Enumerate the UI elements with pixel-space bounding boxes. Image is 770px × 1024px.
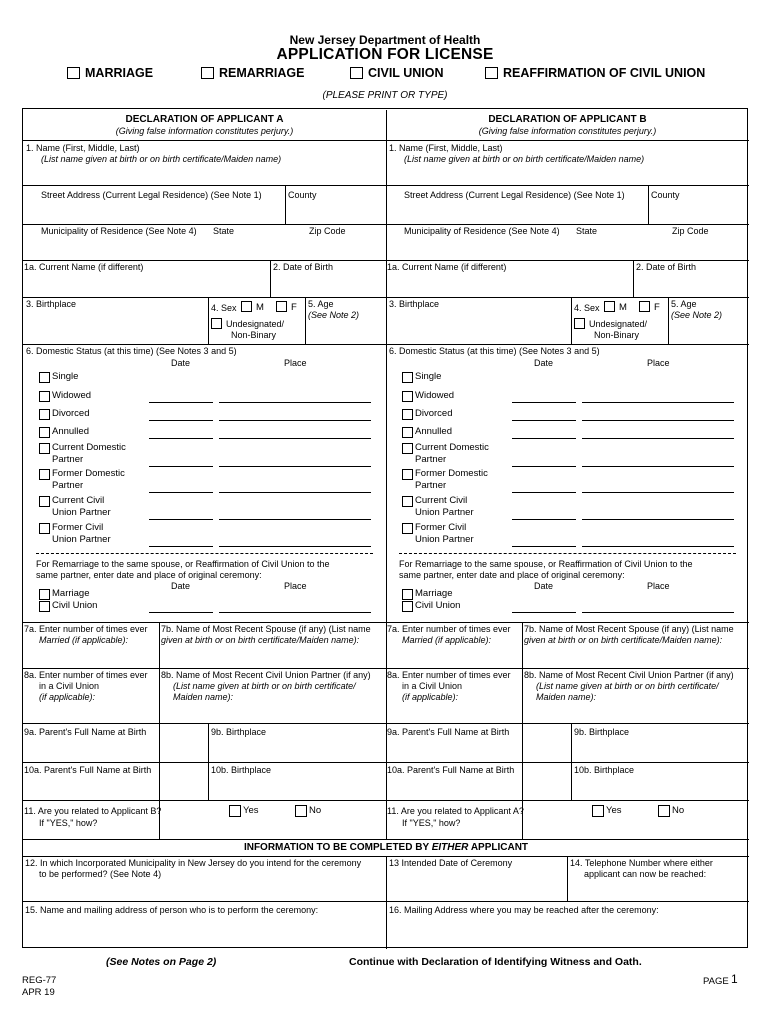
divider-line [386,622,749,623]
applicant-a-street-label: Street Address (Current Legal Residence) (See Note 1) [41,190,262,200]
applicant-b-re-civil-union-checkbox[interactable] [402,601,413,612]
applicant-a-status-label: Annulled [52,426,89,437]
applicant-b-status-label: Single [415,371,442,382]
applicant-a-q9b-label: 9b. Birthplace [211,727,267,737]
applicant-b-status-date-field[interactable] [512,402,576,403]
applicant-b-dob-label: 2. Date of Birth [636,262,697,272]
applicant-a-status-date-field[interactable] [149,420,213,421]
applicant-a-status-label-2: Partner [52,454,84,465]
divider-line [567,856,568,901]
divider-line [23,140,386,141]
applicant-b-status-label: Divorced [415,408,453,419]
applicant-a-status-checkbox-0[interactable] [39,372,50,383]
applicant-a-re-marriage-label: Marriage [52,588,90,599]
applicant-a-name-label: 1. Name (First, Middle, Last) [26,143,140,153]
applicant-b-status-place-field[interactable] [582,519,734,520]
applicant-a-place-column: Place [284,358,307,368]
applicant-a-q8b-sub-2: Maiden name): [173,692,234,702]
applicant-a-status-date-field[interactable] [149,438,213,439]
applicant-b-status-checkbox-1[interactable] [402,391,413,402]
applicant-b-status-label: Current Civil [415,495,468,506]
applicant-a-sex-undesignated-label: Undesignated/ [226,319,285,329]
applicant-a-zip-label: Zip Code [309,226,346,236]
applicant-a-q8b-sub: (List name given at birth or on birth certificate/ [173,681,356,691]
applicant-a-related-no-label: No [309,805,322,816]
applicant-b-status-checkbox-4[interactable] [402,443,413,454]
applicant-a-status-label: Current Domestic [52,442,126,453]
divider-line [386,260,749,261]
applicant-b-status-place-field[interactable] [582,438,734,439]
applicant-a-q11-sub: If "YES," how? [39,818,98,828]
applicant-a-status-date-field[interactable] [149,466,213,467]
applicant-a-name-sub: (List name given at birth or on birth certificate/Maiden name) [41,154,282,164]
either-title-part: EITHER [431,842,469,853]
applicant-a-q8a-label: 8a. Enter number of times ever [24,670,148,680]
applicant-b-status-place-field[interactable] [582,402,734,403]
applicant-b-status-place-field[interactable] [582,466,734,467]
applicant-a-domestic-label: 6. Domestic Status (at this time) (See Notes 3 and 5) [26,346,237,356]
applicant-a-status-label: Former Domestic [52,468,125,479]
print-note: (PLEASE PRINT OR TYPE) [322,90,448,101]
applicant-b-re-marriage-label: Marriage [415,588,453,599]
divider-line [23,901,749,902]
applicant-b-sex-f-label: F [654,302,660,313]
applicant-a-status-label: Widowed [52,390,92,401]
applicant-b-sex-undesignated-label: Undesignated/ [589,319,648,329]
applicant-b-q8a-sub: in a Civil Union [402,681,463,691]
applicant-a-sex-m-checkbox[interactable] [241,301,252,312]
applicant-b-current-name-label: 1a. Current Name (if different) [387,262,507,272]
applicant-b-status-date-field[interactable] [512,546,576,547]
applicant-a-sex-f-checkbox[interactable] [276,301,287,312]
applicant-b-sex-m-label: M [619,302,627,313]
applicant-b-sex-label: 4. Sex [574,303,600,313]
divider-line [23,185,386,186]
applicant-a-related-yes-label: Yes [243,805,259,816]
either-title-part: APPLICANT [468,842,529,853]
applicant-b-re-marriage-checkbox[interactable] [402,589,413,600]
q14-label: 14. Telephone Number where either [570,858,713,868]
applicant-b-sex-m-checkbox[interactable] [604,301,615,312]
applicant-b-age-label: 5. Age [671,299,697,309]
applicant-a-related-yes-checkbox[interactable] [229,805,241,817]
applicant-b-status-place-field[interactable] [582,420,734,421]
applicant-b-status-date-field[interactable] [512,420,576,421]
applicant-b-q11-sub: If "YES," how? [402,818,461,828]
applicant-a-status-place-field[interactable] [219,546,371,547]
agency-name: New Jersey Department of Health [289,33,481,47]
type-remarriage[interactable] [201,66,304,80]
divider-line [23,723,386,724]
applicant-b-date-column: Date [534,358,554,368]
applicant-b-re-place-column: Place [647,581,670,591]
applicant-a-status-checkbox-3[interactable] [39,427,50,438]
applicant-a-age-label: 5. Age [308,299,334,309]
applicant-b-q8b-sub: (List name given at birth or on birth certificate/ [536,681,719,691]
q13-label: 13 Intended Date of Ceremony [389,858,513,868]
q12-sub: to be performed? (See Note 4) [39,869,162,879]
applicant-a-status-label-2: Union Partner [52,507,111,518]
applicant-b-status-label: Former Civil [415,522,467,533]
applicant-a-q9a-label: 9a. Parent's Full Name at Birth [24,727,147,737]
applicant-b-related-no-checkbox[interactable] [658,805,670,817]
applicant-b-sex-f-checkbox[interactable] [639,301,650,312]
applicant-a-status-place-field[interactable] [219,402,371,403]
applicant-a-re-civil-union-label: Civil Union [52,600,98,611]
applicant-b-status-place-field[interactable] [582,492,734,493]
applicant-a-q8a-sub-2: (if applicable): [39,692,96,702]
applicant-b-status-label-2: Partner [415,480,447,491]
applicant-b-place-column: Place [647,358,670,368]
applicant-b-status-label-2: Union Partner [415,534,474,545]
applicant-a-re-place-field[interactable] [219,612,371,613]
applicant-a-related-no-checkbox[interactable] [295,805,307,817]
divider-line [23,344,386,345]
divider-line [23,622,386,623]
applicant-b-remarriage-note: For Remarriage to the same spouse, or Reaffirmation of Civil Union to the [399,559,693,569]
applicant-b-status-date-field[interactable] [512,519,576,520]
q12-label: 12. In which Incorporated Municipality in New Jersey do you intend for the ceremony [25,858,362,868]
applicant-a-status-date-field[interactable] [149,519,213,520]
applicant-b-status-checkbox-0[interactable] [402,372,413,383]
applicant-a-q7a-label: 7a. Enter number of times ever [24,624,148,634]
applicant-b-related-yes-checkbox[interactable] [592,805,604,817]
applicant-a-q7a-sub: Married (if applicable): [39,635,129,645]
applicant-a-q11-label: 11. Are you related to Applicant B? [24,806,162,816]
applicant-b-status-checkbox-3[interactable] [402,427,413,438]
applicant-b-status-date-field[interactable] [512,438,576,439]
either-title-part: INFORMATION TO BE COMPLETED BY [243,842,432,853]
divider-line [23,224,386,225]
applicant-b-q8a-sub-2: (if applicable): [402,692,459,702]
applicant-b-related-no-label: No [672,805,685,816]
see-notes-text: (See Notes on Page 2) [106,956,217,968]
applicant-a-remarriage-note-2: same partner, enter date and place of original ceremony: [36,570,262,580]
applicant-b-q10b-label: 10b. Birthplace [574,765,635,775]
page-number: 1 [731,972,738,986]
applicant-a-status-checkbox-6[interactable] [39,496,50,507]
applicant-b-status-checkbox-6[interactable] [402,496,413,507]
applicant-a-status-label: Single [52,371,79,382]
applicant-a-re-place-column: Place [284,581,307,591]
applicant-b-status-label: Current Domestic [415,442,489,453]
form-title: APPLICATION FOR LICENSE [276,46,494,63]
applicant-a-q8a-sub: in a Civil Union [39,681,100,691]
type-marriage-label: MARRIAGE [85,66,154,80]
applicant-a-sex-m-label: M [256,302,264,313]
applicant-a-status-place-field[interactable] [219,519,371,520]
applicant-b-q8a-label: 8a. Enter number of times ever [387,670,511,680]
divider-line [305,297,306,344]
divider-line [23,800,386,801]
dashed-divider [399,553,736,554]
applicant-a-birthplace-label: 3. Birthplace [26,299,77,309]
type-reaffirmation[interactable] [485,66,705,80]
q14-sub: applicant can now be reached: [584,869,707,879]
applicant-b-zip-label: Zip Code [672,226,709,236]
applicant-a-re-civil-union-checkbox[interactable] [39,601,50,612]
applicant-a-status-checkbox-2[interactable] [39,409,50,420]
applicant-b-sex-nonbinary-label: Non-Binary [594,330,640,340]
type-civil-union[interactable] [350,66,443,80]
applicant-a-status-label: Former Civil [52,522,104,533]
divider-line [648,185,649,224]
applicant-a-municipality-label: Municipality of Residence (See Note 4) [41,226,197,236]
applicant-b-q9a-label: 9a. Parent's Full Name at Birth [387,727,510,737]
divider-line [386,800,749,801]
applicant-b-q7b-label: 7b. Name of Most Recent Spouse (if any) (List name [524,624,734,634]
applicant-b-q8b-sub-2: Maiden name): [536,692,597,702]
license-type-options [67,66,727,82]
applicant-a-status-place-field[interactable] [219,420,371,421]
applicant-b-status-date-field[interactable] [512,492,576,493]
divider-line [386,185,749,186]
applicant-b-title: DECLARATION OF APPLICANT B [488,114,647,125]
applicant-a-status-date-field[interactable] [149,402,213,403]
applicant-b-municipality-label: Municipality of Residence (See Note 4) [404,226,560,236]
applicant-b-q10a-label: 10a. Parent's Full Name at Birth [387,765,515,775]
applicant-a-status-place-field[interactable] [219,438,371,439]
applicant-b-q8b-label: 8b. Name of Most Recent Civil Union Partner (if any) [524,670,734,680]
divider-line [386,297,749,298]
applicant-b-status-label: Annulled [415,426,452,437]
applicant-a-sex-label: 4. Sex [211,303,237,313]
applicant-b-re-civil-union-label: Civil Union [415,600,461,611]
applicant-a-status-place-field[interactable] [219,492,371,493]
divider-line [386,224,749,225]
applicant-b-street-label: Street Address (Current Legal Residence) (See Note 1) [404,190,625,200]
lower-center-divider [386,856,387,949]
applicant-a-date-column: Date [171,358,191,368]
applicant-b-domestic-label: 6. Domestic Status (at this time) (See Notes 3 and 5) [389,346,600,356]
divider-line [571,297,572,344]
divider-line [23,260,386,261]
applicant-a-status-checkbox-5[interactable] [39,469,50,480]
applicant-b-status-label: Former Domestic [415,468,488,479]
applicant-b-q9b-label: 9b. Birthplace [574,727,630,737]
reaffirmation-checkbox[interactable] [485,67,498,79]
divider-line [386,762,749,763]
type-remarriage-label: REMARRIAGE [219,66,305,80]
q15-label: 15. Name and mailing address of person who is to perform the ceremony: [25,905,319,915]
applicant-b-remarriage-note-2: same partner, enter date and place of original ceremony: [399,570,625,580]
divider-line [386,344,749,345]
applicant-b-subtitle: (Giving false information constitutes perjury.) [478,126,657,136]
applicant-a-status-label-2: Partner [52,480,84,491]
form-frame [22,108,748,948]
applicant-b-status-place-field[interactable] [582,546,734,547]
applicant-a-q7b-label: 7b. Name of Most Recent Spouse (if any) (List name [161,624,371,634]
applicant-b-q11-label: 11. Are you related to Applicant A? [387,806,524,816]
applicant-a-age-note: (See Note 2) [308,310,360,320]
form-id: REG-77 [22,975,57,986]
applicant-a-dob-label: 2. Date of Birth [273,262,334,272]
divider-line [633,260,634,297]
divider-line [208,297,209,344]
form-date: APR 19 [22,987,55,998]
divider-line [23,297,386,298]
divider-line [23,668,386,669]
applicant-a-current-name-label: 1a. Current Name (if different) [24,262,144,272]
civil-union-checkbox[interactable] [350,67,363,79]
applicant-a-status-checkbox-7[interactable] [39,523,50,534]
applicant-a-remarriage-note: For Remarriage to the same spouse, or Reaffirmation of Civil Union to the [36,559,330,569]
applicant-b-re-place-field[interactable] [582,612,734,613]
applicant-a-county-label: County [288,190,317,200]
applicant-b-q7b-sub: given at birth or on birth certificate/Maiden name): [524,635,723,645]
applicant-b-state-label: State [576,226,598,236]
divider-line [23,839,749,840]
applicant-a-title: DECLARATION OF APPLICANT A [125,114,284,125]
type-civil-union-label: CIVIL UNION [368,66,444,80]
applicant-b-name-label: 1. Name (First, Middle, Last) [389,143,503,153]
applicant-b-status-checkbox-5[interactable] [402,469,413,480]
applicant-a-status-checkbox-1[interactable] [39,391,50,402]
applicant-a-status-date-field[interactable] [149,546,213,547]
dashed-divider [36,553,373,554]
applicant-a-sex-nonbinary-label: Non-Binary [231,330,277,340]
applicant-a-status-date-field[interactable] [149,492,213,493]
divider-line [270,260,271,297]
type-marriage[interactable] [67,66,153,80]
applicant-a-sex-undesignated-checkbox[interactable] [211,318,222,329]
divider-line [668,297,669,344]
applicant-a-state-label: State [213,226,235,236]
applicant-a-status-label: Current Civil [52,495,105,506]
applicant-a-re-marriage-checkbox[interactable] [39,589,50,600]
page-label: PAGE [703,976,729,987]
applicant-b-re-date-field[interactable] [512,612,576,613]
applicant-a-re-date-field[interactable] [149,612,213,613]
applicant-a-sex-f-label: F [291,302,297,313]
applicant-b-sex-undesignated-checkbox[interactable] [574,318,585,329]
applicant-b-status-label-2: Union Partner [415,507,474,518]
q16-label: 16. Mailing Address where you may be reached after the ceremony: [389,905,659,915]
applicant-b-county-label: County [651,190,680,200]
divider-line [386,668,749,669]
applicant-b-birthplace-label: 3. Birthplace [389,299,440,309]
either-applicant-title [23,842,749,854]
applicant-b-age-note: (See Note 2) [671,310,723,320]
applicant-b-q7a-sub: Married (if applicable): [402,635,492,645]
applicant-a-q8b-label: 8b. Name of Most Recent Civil Union Partner (if any) [161,670,371,680]
applicant-a-status-label: Divorced [52,408,90,419]
continue-text: Continue with Declaration of Identifying Witness and Oath. [349,956,642,968]
applicant-b-re-date-column: Date [534,581,554,591]
divider-line [23,762,386,763]
applicant-a-status-label-2: Union Partner [52,534,111,545]
divider-line [386,140,749,141]
applicant-b-status-checkbox-7[interactable] [402,523,413,534]
applicant-a-q7b-sub: given at birth or on birth certificate/Maiden name): [161,635,360,645]
divider-line [386,723,749,724]
divider-line [285,185,286,224]
applicant-b-status-date-field[interactable] [512,466,576,467]
applicant-b-status-checkbox-2[interactable] [402,409,413,420]
applicant-a-q10b-label: 10b. Birthplace [211,765,272,775]
applicant-b-status-label-2: Partner [415,454,447,465]
applicant-a-subtitle: (Giving false information constitutes perjury.) [115,126,294,136]
remarriage-checkbox[interactable] [201,67,214,79]
applicant-b-name-sub: (List name given at birth or on birth certificate/Maiden name) [404,154,645,164]
applicant-a-status-checkbox-4[interactable] [39,443,50,454]
applicant-a-status-place-field[interactable] [219,466,371,467]
applicant-a-q10a-label: 10a. Parent's Full Name at Birth [24,765,152,775]
marriage-checkbox[interactable] [67,67,80,79]
type-reaffirmation-label: REAFFIRMATION OF CIVIL UNION [503,66,706,80]
applicant-b-related-yes-label: Yes [606,805,622,816]
applicant-a-re-date-column: Date [171,581,191,591]
applicant-b-status-label: Widowed [415,390,455,401]
applicant-b-q7a-label: 7a. Enter number of times ever [387,624,511,634]
